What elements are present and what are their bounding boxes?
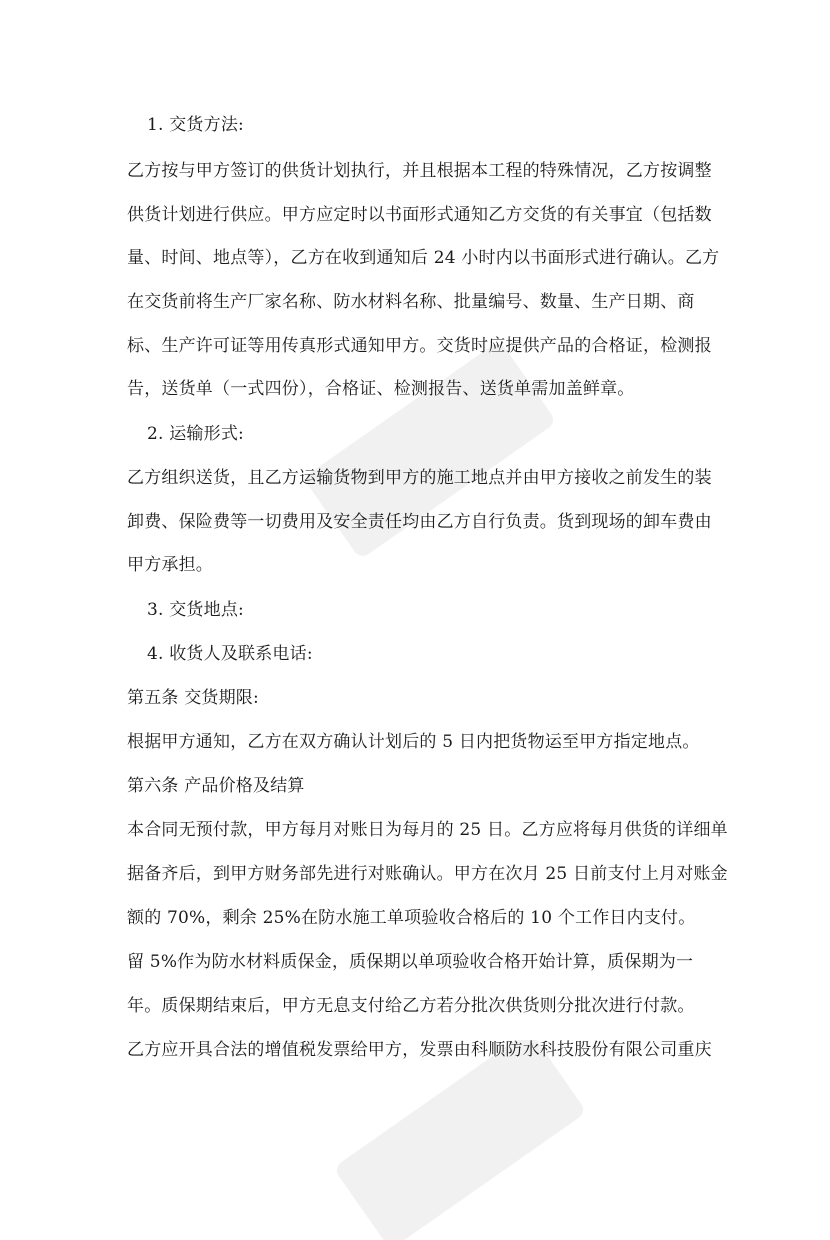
paragraph-line: 供货计划进行供应。甲方应定时以书面形式通知乙方交货的有关事宜（包括数 [127,205,712,225]
watermark-logo-bottom [300,1040,620,1240]
paragraph-line: 年。质保期结束后，甲方无息支付给乙方若分批次供货则分批次进行付款。 [127,996,695,1016]
paragraph-line: 乙方应开具合法的增值税发票给甲方，发票由科顺防水科技股份有限公司重庆 [127,1040,712,1060]
article-heading-5: 第五条 交货期限: [127,688,259,708]
paragraph-line: 本合同无预付款，甲方每月对账日为每月的 25 日。乙方应将每月供货的详细单 [127,820,728,840]
section-heading-transport: 2. 运输形式: [147,424,244,444]
paragraph-line: 量、时间、地点等），乙方在收到通知后 24 小时内以书面形式进行确认。乙方 [127,248,720,268]
paragraph-line: 卸费、保险费等一切费用及安全责任均由乙方自行负责。货到现场的卸车费由 [127,512,712,532]
paragraph-line: 甲方承担。 [127,555,213,575]
watermark-logo [270,320,590,580]
paragraph-line: 乙方组织送货，且乙方运输货物到甲方的施工地点并由甲方接收之前发生的装 [127,468,712,488]
paragraph-line: 在交货前将生产厂家名称、防水材料名称、批量编号、数量、生产日期、商 [127,292,695,312]
paragraph-line: 根据甲方通知，乙方在双方确认计划后的 5 日内把货物运至甲方指定地点。 [127,732,700,752]
section-heading-consignee: 4. 收货人及联系电话: [147,644,313,664]
article-heading-6: 第六条 产品价格及结算 [127,776,305,796]
paragraph-line: 乙方按与甲方签订的供货计划执行，并且根据本工程的特殊情况，乙方按调整 [127,161,712,181]
paragraph-line: 标、生产许可证等用传真形式通知甲方。交货时应提供产品的合格证，检测报 [127,336,712,356]
paragraph-line: 额的 70%，剩余 25%在防水施工单项验收合格后的 10 个工作日内支付。 [127,908,696,928]
paragraph-line: 留 5%作为防水材料质保金，质保期以单项验收合格开始计算，质保期为一 [127,952,694,972]
section-heading-delivery-method: 1. 交货方法: [147,115,244,135]
paragraph-line: 据备齐后，到甲方财务部先进行对账确认。甲方在次月 25 日前支付上月对账金 [127,864,728,884]
paragraph-line: 告，送货单（一式四份），合格证、检测报告、送货单需加盖鲜章。 [127,379,635,399]
section-heading-delivery-location: 3. 交货地点: [147,600,244,620]
